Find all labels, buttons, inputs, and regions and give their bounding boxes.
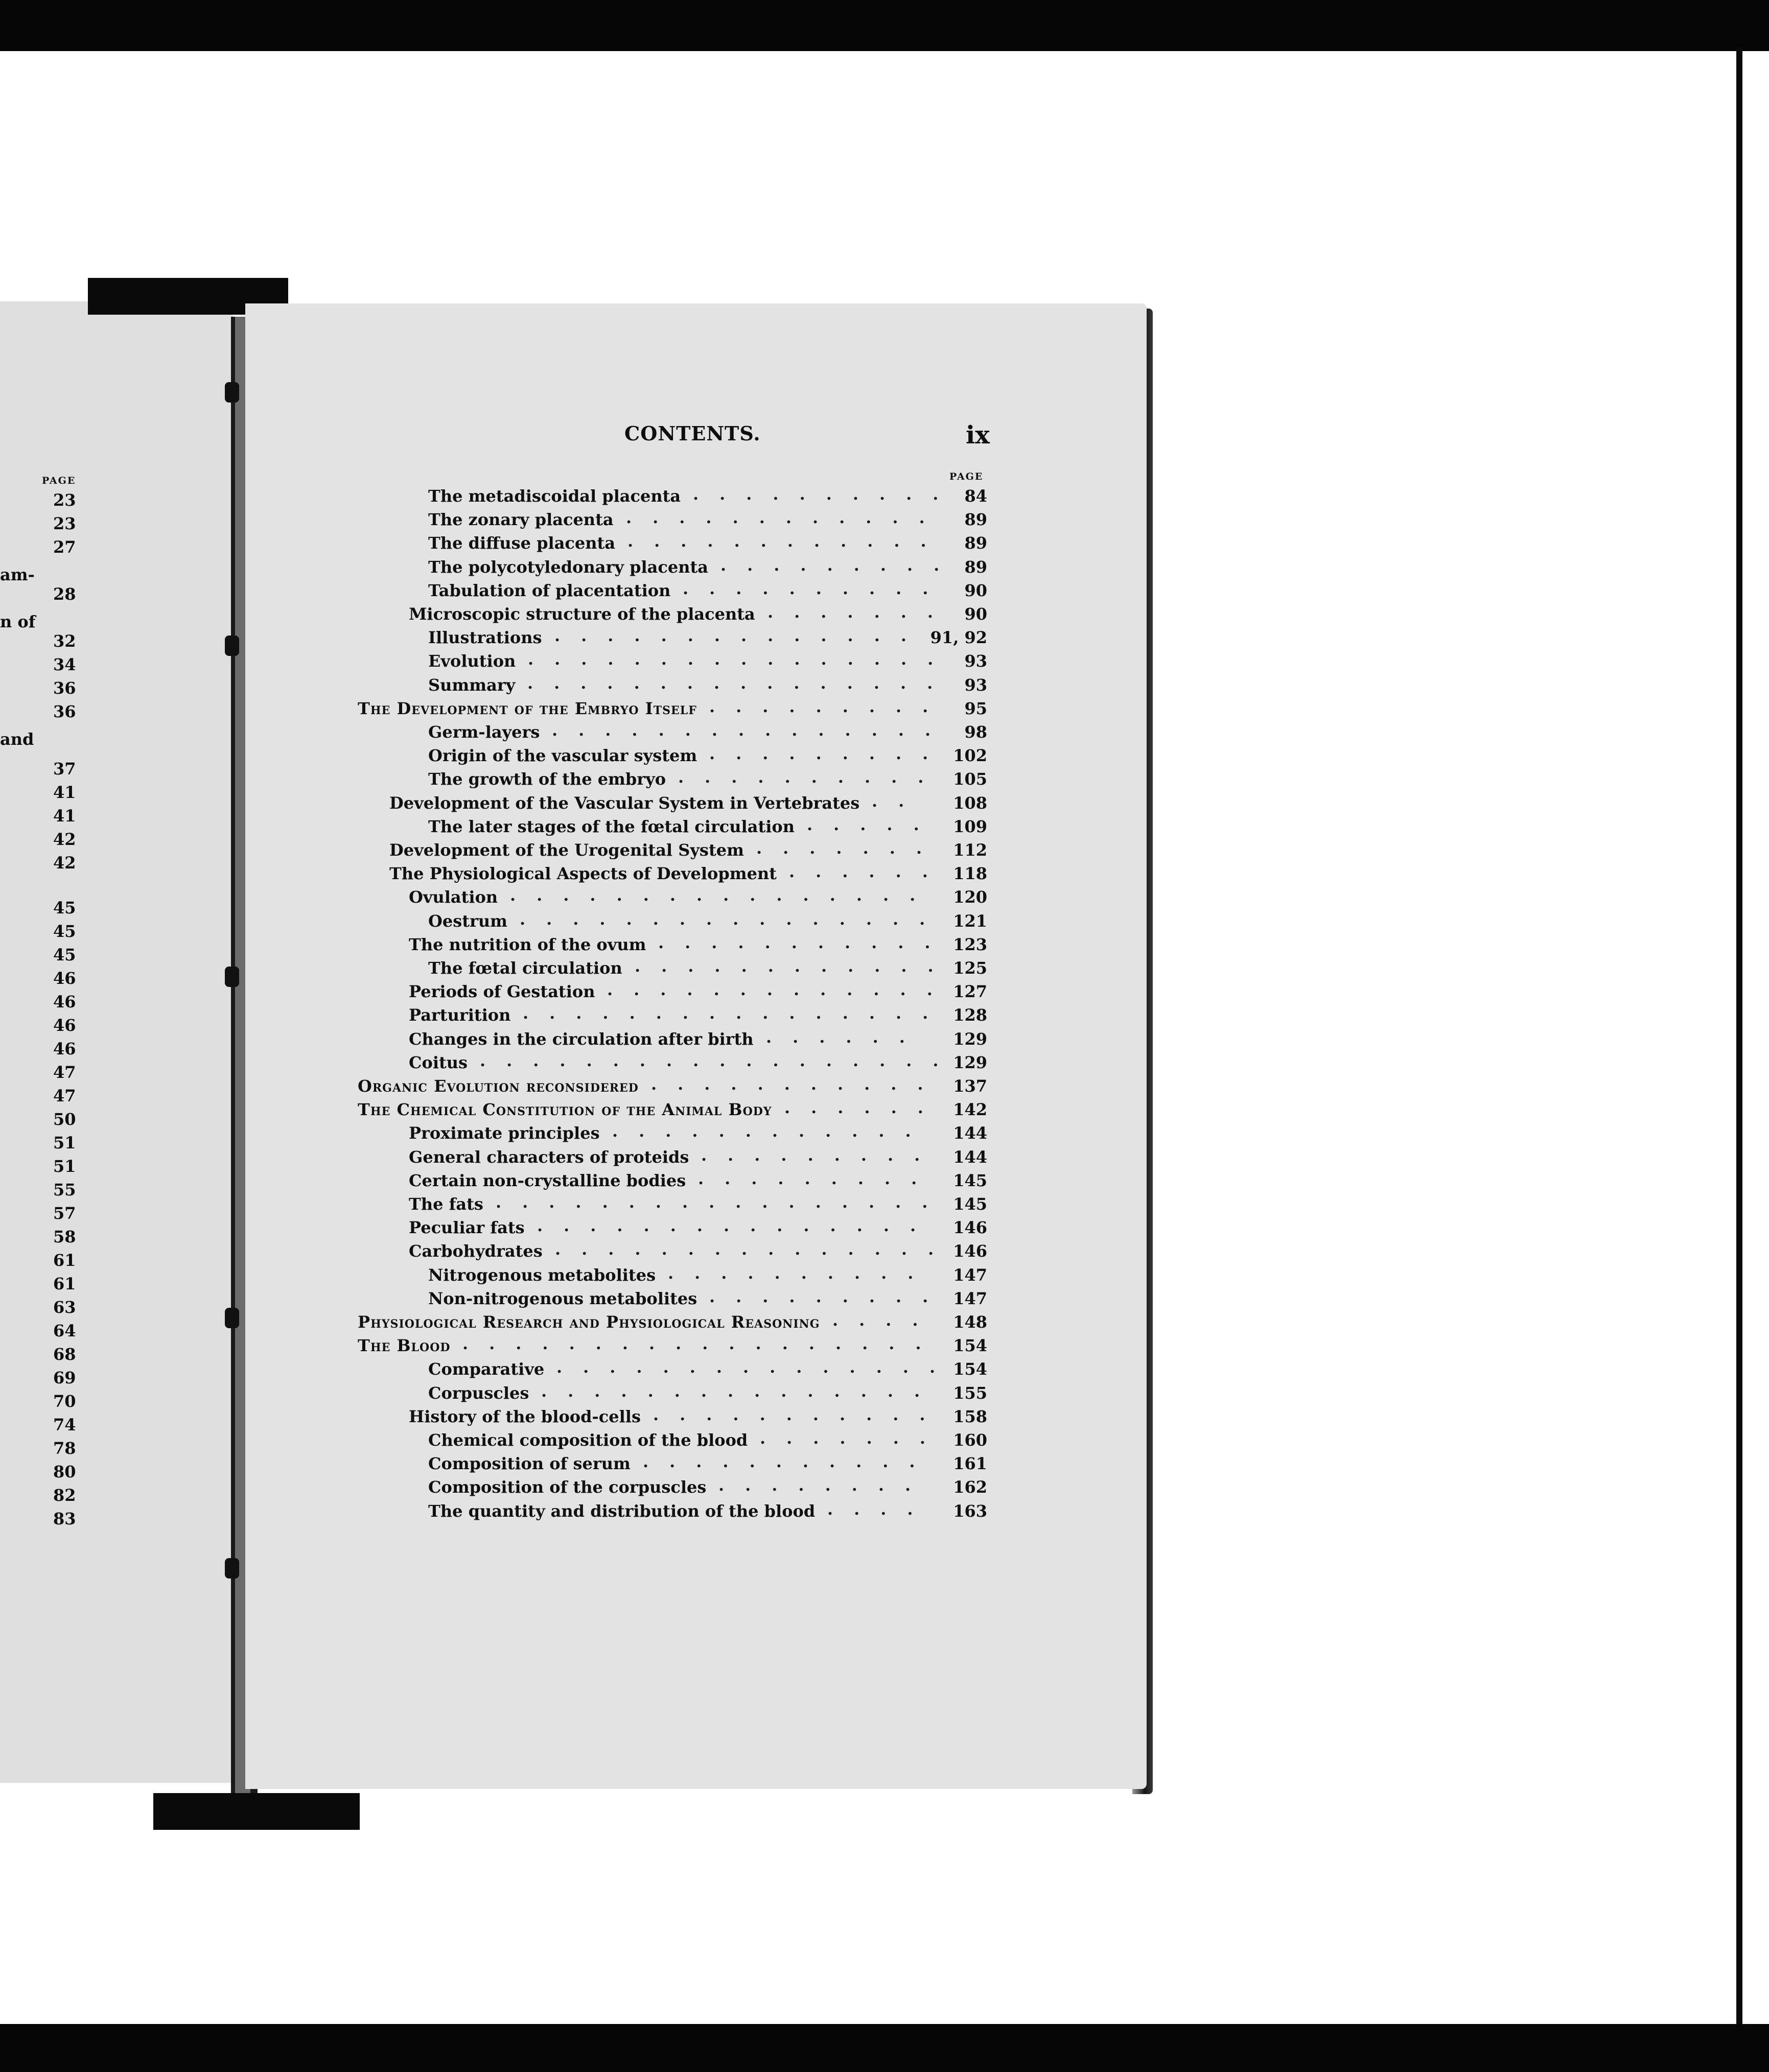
- toc-entry-title: General characters of proteids: [409, 1147, 689, 1167]
- toc-entry-title: Oestrum: [428, 911, 508, 931]
- toc-entry-page: 145: [953, 1170, 987, 1190]
- toc-entry-page: 147: [953, 1265, 987, 1285]
- toc-entry: [358, 1241, 987, 1265]
- dot-leader: ....: [827, 1499, 934, 1519]
- toc-entry-title: History of the blood-cells: [409, 1406, 641, 1426]
- left-page-number: 46: [53, 1016, 76, 1035]
- left-page-text-fragment: am-: [0, 565, 35, 584]
- toc-entry-page: 137: [953, 1076, 987, 1096]
- left-page-text-fragment: n of: [0, 612, 36, 631]
- toc-entry-page: 98: [964, 722, 987, 742]
- toc-entry: [358, 1336, 987, 1359]
- toc-entry-page: 89: [964, 557, 987, 577]
- toc-entry-page: 118: [953, 864, 987, 884]
- toc-entry-page: 148: [953, 1312, 987, 1332]
- left-page-number: 47: [53, 1086, 76, 1105]
- toc-entry: [358, 651, 987, 675]
- film-frame-edge: [1736, 47, 1742, 2024]
- left-page-number: 51: [53, 1133, 76, 1152]
- left-page-number: 32: [53, 631, 76, 651]
- left-page-number: 46: [53, 992, 76, 1011]
- left-page-number: 45: [53, 922, 76, 941]
- toc-entry: [358, 1430, 987, 1454]
- toc-entry-title: The zonary placenta: [428, 510, 614, 530]
- toc-entry: [358, 1147, 987, 1171]
- toc-entry-page: 108: [953, 793, 987, 813]
- left-page-number: 57: [53, 1204, 76, 1223]
- toc-entry-page: 102: [953, 746, 987, 766]
- toc-entry: [358, 1076, 987, 1100]
- binding-knot: [225, 1558, 239, 1579]
- toc-entry-page: 125: [953, 958, 987, 978]
- toc-entry-title: Parturition: [409, 1005, 511, 1025]
- toc-entry: [358, 1359, 987, 1383]
- toc-entry: [358, 746, 987, 769]
- left-page: [0, 301, 233, 1783]
- toc-entry: [358, 486, 987, 510]
- film-border-bottom: [0, 2024, 1769, 2072]
- toc-entry-page: 123: [953, 934, 987, 954]
- toc-entry-page: 158: [953, 1406, 987, 1426]
- toc-entry-page: 84: [964, 486, 987, 506]
- toc-entry-page: 144: [953, 1147, 987, 1167]
- toc-entry: [358, 1383, 987, 1407]
- toc-entry: [358, 1029, 987, 1053]
- toc-entry-page: 95: [964, 698, 987, 718]
- dot-leader: ................: [520, 909, 946, 929]
- dot-leader: ...............: [555, 1239, 955, 1259]
- dot-leader: ...............: [556, 1357, 957, 1377]
- dot-leader: ..................: [462, 1334, 942, 1354]
- toc-entry-title: Microscopic structure of the placenta: [409, 604, 755, 624]
- toc-entry-title: The fœtal circulation: [428, 958, 622, 978]
- left-page-number: 37: [53, 759, 76, 779]
- toc-entry: [358, 1005, 987, 1029]
- toc-entry: [358, 722, 987, 746]
- toc-entry: [358, 510, 987, 533]
- toc-entry: [358, 1123, 987, 1147]
- toc-entry-title: Nitrogenous metabolites: [428, 1265, 656, 1285]
- toc-entry: [358, 1168, 987, 1194]
- toc-entry-title: The diffuse placenta: [428, 533, 616, 553]
- toc-entry: [358, 769, 987, 793]
- left-page-number: 74: [53, 1415, 76, 1434]
- left-page-number: 46: [53, 1039, 76, 1058]
- toc-entry-title: The nutrition of the ovum: [409, 934, 646, 954]
- left-page-number: 78: [53, 1439, 76, 1458]
- dot-leader: ...........: [643, 1452, 936, 1472]
- dot-leader: .........: [709, 1286, 949, 1306]
- dot-leader: ................: [528, 649, 955, 669]
- toc-entry-page: 128: [953, 1005, 987, 1025]
- dot-leader: ..........: [678, 767, 945, 787]
- toc-entry-title: The growth of the embryo: [428, 769, 666, 789]
- toc-entry-title: The Blood: [358, 1336, 451, 1356]
- dot-leader: ...........: [653, 1404, 946, 1424]
- dot-leader: ................: [527, 673, 954, 693]
- left-page-number: 70: [53, 1392, 76, 1411]
- dot-leader: .........: [698, 1168, 938, 1188]
- toc-entry-page: 154: [953, 1359, 987, 1379]
- toc-entry-page: 147: [953, 1288, 987, 1308]
- left-page-number: 55: [53, 1180, 76, 1199]
- left-page-number: 64: [53, 1321, 76, 1340]
- toc-entry-title: Changes in the circulation after birth: [409, 1029, 754, 1049]
- toc-entry-title: The metadiscoidal placenta: [428, 486, 681, 506]
- dot-leader: .........: [720, 555, 961, 575]
- left-page-number: 61: [53, 1251, 76, 1270]
- toc-entry: [358, 533, 987, 557]
- toc-entry-page: 93: [964, 651, 987, 671]
- toc-entry: [358, 1265, 987, 1289]
- left-page-number: 61: [53, 1274, 76, 1293]
- toc-entry-title: Chemical composition of the blood: [428, 1430, 748, 1450]
- toc-entry-title: The polycotyledonary placenta: [428, 557, 708, 577]
- toc-entry-title: Germ-layers: [428, 722, 540, 742]
- toc-entry: [358, 1404, 987, 1430]
- toc-entry: [358, 557, 987, 581]
- toc-entry: [358, 793, 987, 817]
- toc-entry-page: 112: [953, 840, 987, 860]
- toc-entry-page: 161: [953, 1454, 987, 1474]
- toc-entry-page: 120: [953, 887, 987, 907]
- dot-leader: .............: [607, 980, 953, 1000]
- left-page-number: 42: [53, 853, 76, 873]
- toc-entry-title: Tabulation of placentation: [428, 580, 671, 600]
- left-page-number: 50: [53, 1110, 76, 1129]
- toc-entry-page: 109: [953, 816, 987, 836]
- dot-leader: ............: [612, 1121, 932, 1141]
- left-page-number: 58: [53, 1227, 76, 1246]
- toc-entry: [358, 1286, 987, 1312]
- toc-entry-title: The fats: [409, 1194, 483, 1214]
- toc-entry-page: 93: [964, 675, 987, 695]
- toc-entry: [358, 1100, 987, 1123]
- left-page-number: 23: [53, 490, 76, 510]
- toc-entry-title: Certain non-crystalline bodies: [409, 1170, 686, 1190]
- left-page-number: 23: [53, 514, 76, 533]
- toc-entry-page: 90: [964, 604, 987, 624]
- dot-leader: ...........: [651, 1074, 944, 1094]
- toc-entry-title: Origin of the vascular system: [428, 746, 697, 766]
- toc-entry-title: Non-nitrogenous metabolites: [428, 1288, 697, 1308]
- dot-leader: .......: [767, 602, 954, 622]
- binding-knot: [225, 635, 239, 656]
- toc-entry-page: 163: [953, 1501, 987, 1521]
- toc-entry-page: 129: [953, 1052, 987, 1072]
- page-column-header: PAGE: [949, 471, 984, 482]
- toc-entry-title: Coitus: [409, 1052, 468, 1072]
- toc-entry-page: 89: [964, 510, 987, 530]
- dot-leader: ............: [635, 956, 955, 976]
- toc-entry: [358, 864, 987, 887]
- left-page-number: 41: [53, 806, 76, 826]
- toc-entry: [358, 628, 987, 651]
- dot-leader: ..............: [554, 626, 927, 646]
- toc-entry-title: Development of the Urogenital System: [389, 840, 744, 860]
- toc-entry-title: Peculiar fats: [409, 1218, 525, 1238]
- toc-entry: [358, 982, 987, 1005]
- page-number-folio: ix: [966, 421, 990, 450]
- left-page-number: 46: [53, 969, 76, 988]
- toc-entry-title: Organic Evolution reconsidered: [358, 1076, 639, 1096]
- toc-entry-title: Composition of serum: [428, 1454, 631, 1474]
- toc-entry-page: 105: [953, 769, 987, 789]
- dot-leader: ........: [718, 1475, 932, 1495]
- dot-leader: ......: [789, 862, 949, 882]
- dot-leader: ...............: [552, 720, 952, 740]
- toc-entry-page: 142: [953, 1100, 987, 1120]
- toc-entry: [358, 911, 987, 935]
- left-page-number: 45: [53, 898, 76, 917]
- dot-leader: .................: [496, 1192, 949, 1212]
- toc-entry-title: Carbohydrates: [409, 1241, 543, 1261]
- left-page-number: 27: [53, 537, 76, 557]
- toc-entry: [358, 604, 987, 628]
- dot-leader: ...............: [537, 1216, 937, 1236]
- toc-entry-page: 129: [953, 1029, 987, 1049]
- toc-entry: [358, 1194, 987, 1218]
- toc-entry: [358, 814, 987, 840]
- toc-entry-page: 91, 92: [930, 628, 987, 648]
- toc-entry: [358, 1312, 987, 1336]
- toc-entry-title: Ovulation: [409, 887, 498, 907]
- dot-leader: ................: [510, 885, 937, 905]
- left-page-text-fragment: and: [0, 729, 34, 749]
- toc-entry-page: 155: [953, 1383, 987, 1403]
- left-page-number: 42: [53, 830, 76, 849]
- toc-entry-page: 145: [953, 1194, 987, 1214]
- dot-leader: ................: [523, 1003, 949, 1023]
- binding-knot: [225, 1308, 239, 1328]
- left-page-number: 41: [53, 783, 76, 802]
- toc-entry-title: The later stages of the fœtal circulation: [428, 816, 795, 836]
- dot-leader: ..........: [693, 484, 960, 504]
- toc-entry-title: Summary: [428, 675, 516, 695]
- dot-leader: ...........: [658, 932, 951, 952]
- dot-leader: ......: [766, 1027, 926, 1047]
- left-page-number: 47: [53, 1063, 76, 1082]
- toc-entry-title: The Development of the Embryo Itself: [358, 698, 697, 718]
- dot-leader: ......: [784, 1098, 944, 1118]
- toc-entry: [358, 1477, 987, 1501]
- toc-entry-title: Proximate principles: [409, 1123, 600, 1143]
- dot-leader: .........: [709, 744, 949, 764]
- toc-entry: [358, 696, 987, 722]
- toc-entry-title: The Physiological Aspects of Development: [389, 864, 777, 884]
- binding-knot: [225, 967, 239, 987]
- dot-leader: ..................: [480, 1050, 960, 1070]
- film-border-top: [0, 0, 1769, 51]
- dot-leader: .....: [807, 814, 940, 834]
- dot-leader: .........: [701, 1145, 941, 1165]
- dot-leader: ............: [626, 508, 946, 528]
- dot-leader: .......: [756, 838, 943, 858]
- binding-knot: [225, 382, 239, 403]
- toc-entry: [358, 840, 987, 864]
- toc-entry-page: 160: [953, 1430, 987, 1450]
- toc-entry-title: Composition of the corpuscles: [428, 1477, 707, 1497]
- toc-entry-title: Periods of Gestation: [409, 982, 595, 1002]
- dot-leader: ..........: [668, 1263, 935, 1283]
- left-page-number: 80: [53, 1462, 76, 1481]
- toc-entry: [358, 675, 987, 699]
- toc-entry-title: Physiological Research and Physiological Reasoning: [358, 1312, 820, 1332]
- toc-entry-title: Evolution: [428, 651, 516, 671]
- toc-entry-title: Corpuscles: [428, 1383, 529, 1403]
- dot-leader: .........: [709, 696, 949, 716]
- clip-tab-bottom: [153, 1793, 360, 1830]
- toc-entry: [358, 958, 987, 982]
- left-page-number: 51: [53, 1157, 76, 1176]
- toc-entry-page: 89: [964, 533, 987, 553]
- toc-entry: [358, 578, 987, 604]
- left-page-number: 36: [53, 678, 76, 698]
- toc-entry-page: 121: [953, 911, 987, 931]
- left-page-number: 69: [53, 1368, 76, 1387]
- dot-leader: ....: [832, 1310, 939, 1330]
- toc-entry-title: Development of the Vascular System in Vertebrates: [389, 793, 860, 813]
- dot-leader: ..........: [683, 578, 949, 598]
- left-page-number: 63: [53, 1298, 76, 1317]
- toc-entry-page: 146: [953, 1241, 987, 1261]
- left-page-number: 34: [53, 655, 76, 674]
- toc-entry-page: 90: [964, 580, 987, 600]
- toc-entry: [358, 1218, 987, 1241]
- toc-entry-title: Illustrations: [428, 628, 542, 648]
- dot-leader: ...............: [541, 1381, 941, 1401]
- left-page-number: 83: [53, 1509, 76, 1528]
- left-page-number: 28: [53, 584, 76, 604]
- toc-entry-title: Comparative: [428, 1359, 545, 1379]
- toc-entry-title: The Chemical Constitution of the Animal Body: [358, 1100, 772, 1120]
- toc-entry-page: 127: [953, 982, 987, 1002]
- toc-entry: [358, 887, 987, 911]
- left-page-header: PAGE: [42, 475, 76, 486]
- dot-leader: ..: [872, 791, 925, 811]
- toc-entry-page: 146: [953, 1218, 987, 1238]
- toc-entry: [358, 1501, 987, 1525]
- left-page-number: 45: [53, 945, 76, 964]
- left-page-number: 68: [53, 1345, 76, 1364]
- left-page-number: 36: [53, 702, 76, 721]
- toc-entry-page: 144: [953, 1123, 987, 1143]
- toc-entry-page: 154: [953, 1336, 987, 1356]
- toc-entry: [358, 1050, 987, 1076]
- toc-entry-title: The quantity and distribution of the blood: [428, 1501, 816, 1521]
- toc-entry: [358, 932, 987, 958]
- dot-leader: ............: [627, 531, 947, 551]
- toc-entry-page: 162: [953, 1477, 987, 1497]
- running-title: CONTENTS.: [624, 422, 761, 445]
- left-page-number: 82: [53, 1486, 76, 1505]
- toc-entry: [358, 1454, 987, 1477]
- dot-leader: .......: [760, 1428, 946, 1448]
